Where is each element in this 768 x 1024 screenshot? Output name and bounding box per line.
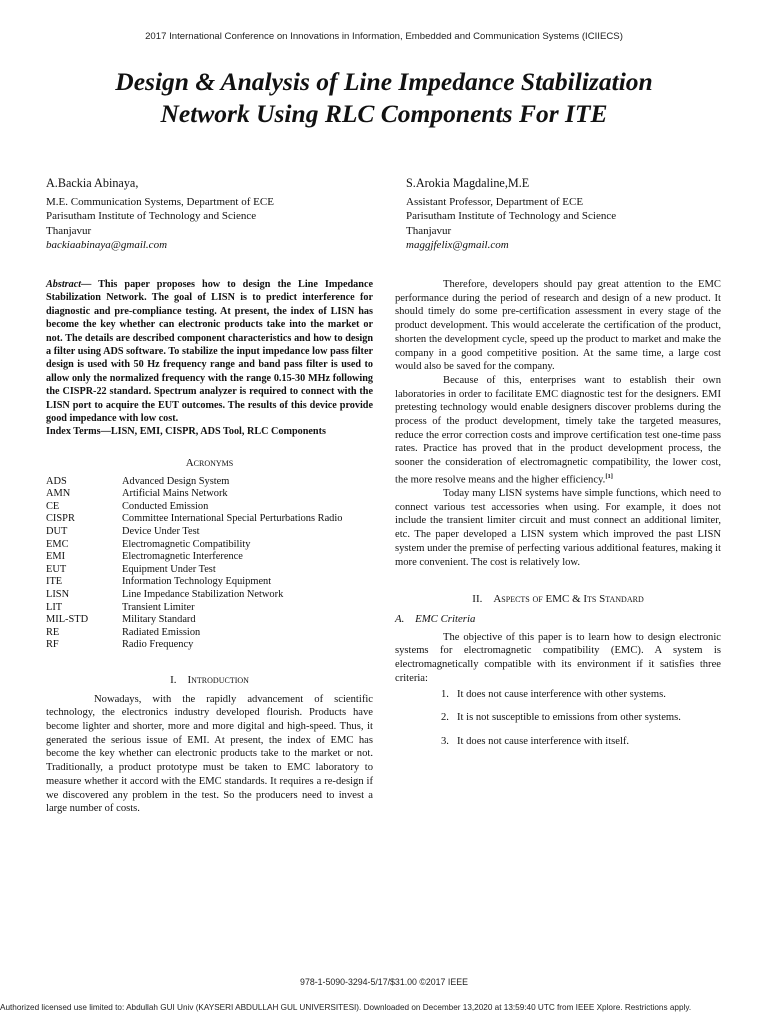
paper-title-line-1: Design & Analysis of Line Impedance Stabilization [115, 67, 653, 96]
paper-title-line-2: Network Using RLC Components For ITE [160, 99, 608, 128]
acronym-definition: Equipment Under Test [122, 563, 216, 575]
acronym-row [46, 564, 342, 577]
body-paragraph-2-text: Because of this, enterprises want to establish their own laboratories in order to facilitate EMC diagnostic test for the designers. EMI pretesting technology would enable designers discover problems during the process of the product development, timely take the targeted measures, reduce the error correction costs and improve certification test one-time pass rates. Practice has proved that in the product development process, the sooner the consideration of electromagnetic compatibility, the lower cost, the more resolve means and the higher efficiency. [395, 374, 721, 486]
acronym-definition: Military Standard [122, 614, 196, 626]
acronym-abbr: RF [46, 639, 59, 651]
conference-header: 2017 International Conference on Innovations in Information, Embedded and Communication Systems (ICIIECS) [145, 31, 623, 42]
acronym-row [46, 539, 342, 552]
acronym-definition: Artificial Mains Network [122, 488, 228, 500]
author-name: S.Arokia Magdaline,M.E [406, 176, 530, 190]
acronym-row [46, 589, 342, 602]
acronym-abbr: CISPR [46, 513, 75, 525]
paper-title [30, 66, 738, 130]
acronym-abbr: LIT [46, 601, 63, 613]
section-1-title: Introduction [187, 673, 249, 686]
criteria-list [441, 688, 721, 749]
acronym-definition: Conducted Emission [122, 500, 209, 512]
acronym-abbr: LISN [46, 588, 70, 600]
acronym-abbr: ADS [46, 475, 67, 487]
subsection-a-heading [395, 613, 721, 627]
subsection-a-title: EMC Criteria [415, 613, 476, 625]
acronym-abbr: EMI [46, 551, 66, 563]
license-notice: Authorized licensed use limited to: Abdullah GUI Univ (KAYSERI ABDULLAH GUL UNIVERSITESI). Downloaded on December 13,2020 at 13:59:40 UTC from IEEE Xplore. Restrictions apply. [0, 1003, 692, 1012]
author-name: A.Backia Abinaya, [46, 176, 139, 190]
acronyms-heading: Acronyms [185, 456, 234, 469]
acronym-row [46, 526, 342, 539]
author-affiliation-line: Thanjavur [406, 224, 452, 237]
acronym-abbr: EUT [46, 563, 67, 575]
subsection-a-label: A. [395, 613, 405, 625]
acronym-definition: Transient Limiter [122, 601, 195, 613]
acronym-row [46, 476, 342, 489]
author-email: backiaabinaya@gmail.com [46, 238, 168, 251]
acronym-row [46, 513, 342, 526]
criteria-number: 1. [441, 688, 449, 700]
author-affiliation-line: Parisutham Institute of Technology and Science [46, 210, 257, 223]
abstract-dash: — [81, 279, 99, 290]
acronym-row [46, 488, 342, 501]
acronym-abbr: MIL-STD [46, 614, 89, 626]
acronym-row [46, 639, 342, 652]
acronym-definition: Advanced Design System [122, 475, 230, 487]
acronym-definition: Information Technology Equipment [122, 576, 272, 588]
list-item [441, 735, 721, 749]
list-item [441, 688, 721, 702]
author-block-2 [406, 176, 716, 252]
criteria-text: It is not susceptible to emissions from other systems. [457, 712, 681, 724]
acronyms-table [46, 476, 342, 652]
body-paragraph-1: Therefore, developers should pay great attention to the EMC performance during the period of research and design of a new product. It should timely do some pre-certification assessment in every stage of the product development. This would accelerate the certification of the product, shorten the development cycle, speed up the product to market and make the company in a good competitive position. At the same time, a large cost would also be saved for the company. [395, 279, 721, 373]
right-column [395, 278, 721, 759]
section-1-number: I. [170, 673, 177, 686]
author-block-1 [46, 176, 346, 252]
body-paragraph-3: Today many LISN systems have simple functions, which need to connect various test accessories when using. For example, it does not include the transient limiter circuit and must connect an additional limiter, etc. The paper developed a LISN system which improved the past LISN system under the premise of perfecting various additional features, making it more convenient. The cost is relatively low. [395, 488, 721, 568]
acronym-row [46, 501, 342, 514]
acronym-definition: Committee International Special Perturbations Radio [122, 513, 343, 525]
acronym-row [46, 576, 342, 589]
acronym-abbr: EMC [46, 538, 69, 550]
abstract [46, 278, 373, 425]
acronym-definition: Device Under Test [122, 525, 200, 537]
section-2-title: Aspects of EMC & Its Standard [493, 593, 644, 606]
acronym-abbr: DUT [46, 525, 68, 537]
acronym-row [46, 627, 342, 640]
author-affiliation-line: Assistant Professor, Department of ECE [406, 196, 584, 209]
acronym-abbr: AMN [46, 488, 71, 500]
author-email: maggjfelix@gmail.com [406, 238, 509, 251]
author-affiliation-line: M.E. Communication Systems, Department of ECE [46, 196, 274, 209]
abstract-lead: Abstract [46, 279, 82, 290]
emc-criteria-paragraph: The objective of this paper is to learn how to design electronic systems for electromagnetic compatibility (EMC). A system is electromagnetically compatible with its environment if it satisfies three criteria: [395, 631, 721, 684]
criteria-text: It does not cause interference with other systems. [457, 688, 666, 700]
section-2-heading [395, 593, 721, 607]
acronym-abbr: CE [46, 500, 60, 512]
criteria-number: 3. [441, 735, 449, 747]
acronym-row [46, 614, 342, 627]
left-column [46, 278, 373, 816]
section-2-number: II. [472, 593, 483, 606]
acronym-definition: Radio Frequency [122, 639, 194, 651]
criteria-number: 2. [441, 712, 449, 724]
citation-ref: [1] [605, 472, 613, 480]
acronym-row [46, 602, 342, 615]
introduction-paragraph: Nowadays, with the rapidly advancement of scientific technology, the electronics industry developed flourish. Products have become lighter and shorter, more and more digital and high-speed. Thus, it generated the serious issue of EMI. At present, the index of EMC has become the key whether can electronic products take to the market or not. Traditionally, a product prototype must be taken to EMC laboratory to measure whether it accord with the EMC standards. It requires a re-design if we discovered any problem in the test. So the producers need to invest a large number of costs. [46, 693, 373, 815]
criteria-text: It does not cause interference with itself. [457, 735, 630, 747]
acronym-abbr: RE [46, 626, 60, 638]
acronym-definition: Electromagnetic Compatibility [122, 538, 251, 550]
section-1-heading [46, 674, 373, 688]
body-paragraph-2 [395, 374, 721, 487]
acronym-definition: Electromagnetic Interference [122, 551, 243, 563]
author-affiliation-line: Thanjavur [46, 224, 92, 237]
acronym-abbr: ITE [46, 576, 63, 588]
author-affiliation-line: Parisutham Institute of Technology and Science [406, 210, 617, 223]
footer-isbn: 978-1-5090-3294-5/17/$31.00 ©2017 IEEE [300, 977, 468, 987]
acronym-definition: Line Impedance Stabilization Network [122, 588, 284, 600]
acronym-row [46, 551, 342, 564]
acronym-definition: Radiated Emission [122, 626, 201, 638]
abstract-text: This paper proposes how to design the Line Impedance Stabilization Network. The goal of LISN is to predict interference for diagnostic and pre-compliance testing. At present, the index of LISN has become the key whether can electronic products take into the market or not. The details are described component characteristics and how to design a filter using ADS software. To stabilize the input impedance low pass filter design is used with 50 Hz frequency range and band pass filter is used to allow only the normalized frequency with the range 0.15-30 MHz following the CISPR-22 standard. Spectrum analyzer is required to connect with the LISN port to acquire the EUT outcomes. The results of this device provide good impedance with low cost. [46, 279, 373, 425]
index-terms: Index Terms—LISN, EMI, CISPR, ADS Tool, RLC Components [46, 426, 326, 438]
list-item [441, 711, 721, 725]
